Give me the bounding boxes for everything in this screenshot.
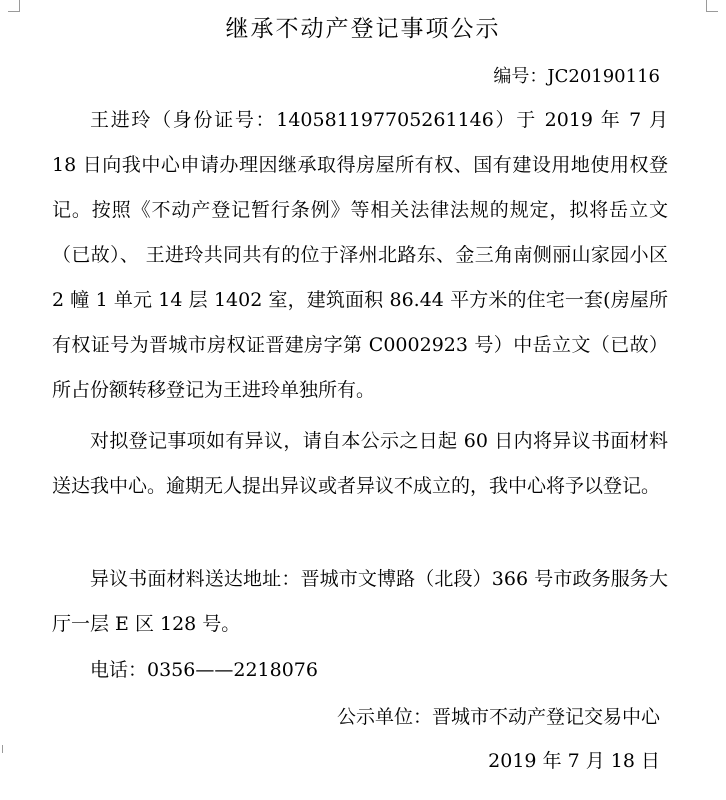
issuing-unit: 公示单位：晋城市不动产登记交易中心: [336, 706, 660, 728]
document-title: 继承不动产登记事项公示: [225, 16, 501, 42]
page-corner-mark-top-right: [706, 0, 718, 12]
document-number: 编号：JC20190116: [493, 66, 660, 87]
page-margin-tick: [2, 745, 3, 753]
notice-paragraph-objection: 对拟登记事项如有异议，请自本公示之日起 60 日内将异议书面材料送达我中心。逾期无人提出异议或者异议不成立的，我中心将予以登记。: [52, 430, 668, 497]
page-corner-mark-top-left: [8, 0, 20, 12]
issue-date: 2019 年 7 月 18 日: [488, 750, 660, 772]
notice-paragraph-address: 异议书面材料送达地址：晋城市文博路（北段）366 号市政务服务大厅一层 E 区 128 号。: [52, 568, 668, 635]
contact-phone: 电话：0356——2218076: [90, 659, 318, 681]
notice-paragraph-applicant: 王进玲（身份证号：140581197705261146）于 2019 年 7 月 18 日向我中心申请办理因继承取得房屋所有权、国有建设用地使用权登记。按照《不动产登记暂行条例》等相关法律法规的规定，拟将岳立文（已故）、 王进玲共同共有的位于泽州北路东、金三角南侧丽山家园小区 2 幢 1 单元 14 层 1402 室，建筑面积 86.44 平方米的住宅一套(房屋所有权证号为晋城市房权证晋建房字第 C0002923 号）中岳立文（已故）所占份额转移登记为王进玲单独所有。: [52, 109, 668, 401]
